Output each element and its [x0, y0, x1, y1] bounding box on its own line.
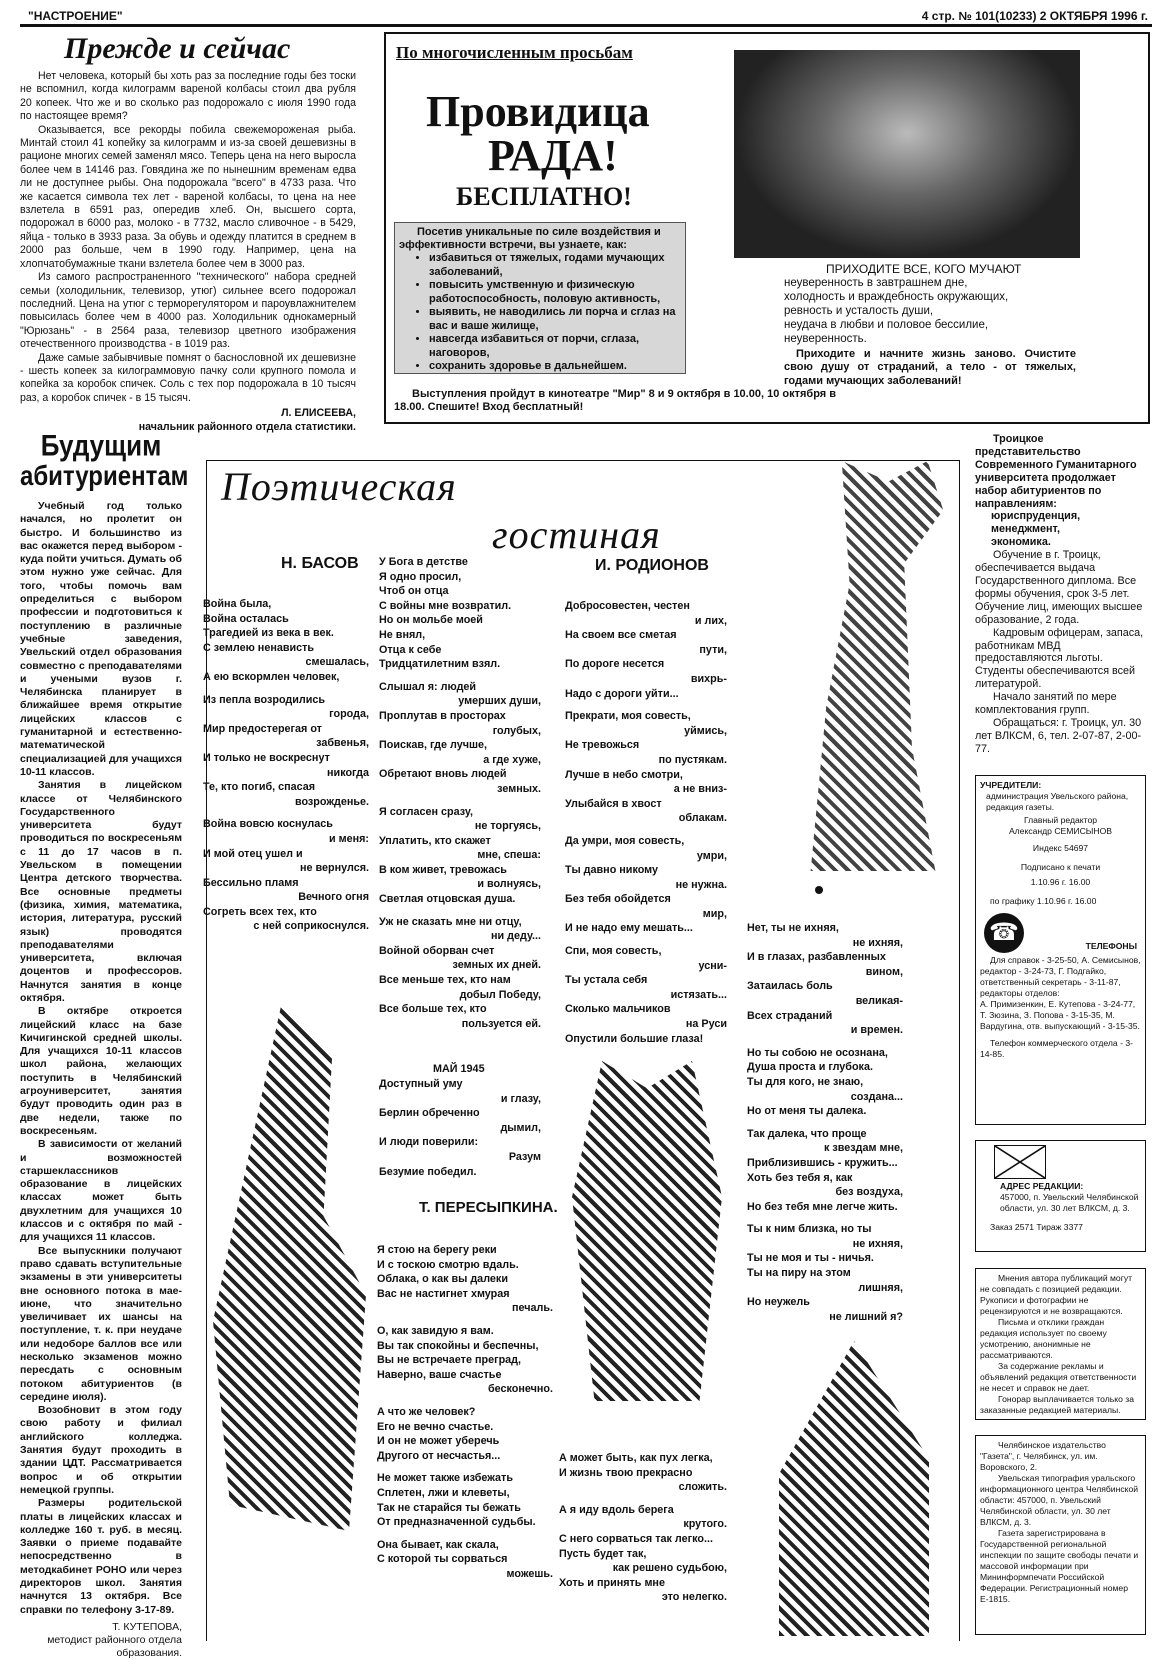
university-notice	[975, 433, 1150, 756]
poem-line	[565, 826, 727, 834]
article-applicants	[20, 427, 189, 1659]
address-label: АДРЕС РЕДАКЦИИ:	[1000, 1181, 1084, 1191]
poem-line: и волнуясь,	[477, 878, 541, 891]
printing: Увельская типография уральского информационного центра Челябинской области: 457000, п. Увельский Челябинской области, ул. 30 лет ВЛКСМ, д. 3.	[980, 1473, 1139, 1527]
poem-line: С войны мне возвратил.	[379, 599, 512, 612]
poem-line: Другого от несчастья...	[377, 1449, 501, 1462]
poem-line: пути,	[699, 643, 727, 656]
poem-line: Без тебя обойдется	[565, 893, 671, 906]
poem-line: добыл Победу,	[459, 988, 541, 1001]
poem-line: Затаилась боль	[747, 980, 833, 993]
poem-line	[377, 1316, 553, 1324]
poem-line: на Руси	[685, 1018, 727, 1031]
poem-line: Я стою на берегу реки	[377, 1244, 497, 1256]
ad-come-list: неуверенность в завтрашнем дне, холодность и враждебность окружающих, ревность и усталость души, неудача в любви и половое бессилие, неуверенность.	[784, 277, 1009, 345]
poem-line: Нет, ты не ихняя,	[747, 922, 839, 934]
article-paragraph: Учебный год только начался, но пролетит он быстро. И большинство из вас окажется перед выбором - куда пойти учиться. Думать об этом нужно уже сейчас. Для того, чтобы помочь вам определиться с выбором профессии и подготовиться к поступлению в различные учебные заведения, Увельский отдел образования совместно с преподавателями и учеными вузов г. Челябинска планирует в ближайшее время открытие лицейских классов с гуманитарной и естественно-математической специализацией для учащихся 10-11 классов.	[20, 500, 182, 778]
poem-line: Хоть без тебя я, как	[747, 1171, 853, 1184]
article-author-role: методист районного отдела образования.	[47, 1633, 182, 1659]
poem-basov-2	[379, 555, 541, 1031]
ad-benefits-box	[394, 222, 686, 374]
article-paragraph: Нет человека, который бы хоть раз за последние годы без тоски не вспомнил, когда килограмм вареной колбасы стоил два рубля 20 копеек. Что же и во сколько раз подорожало с июля 1990 года по настоящее время?	[20, 70, 356, 123]
poem-line: к звездам мне,	[824, 1142, 903, 1155]
poem-line: Всех страданий	[747, 1009, 833, 1022]
poem-line: не торгуясь,	[474, 820, 541, 833]
article-prices	[20, 30, 356, 435]
publisher: Челябинское издательство "Газета", г. Челябинск, ул. им. Воровского, 2.	[980, 1440, 1106, 1472]
poem-line: Хоть и принять мне	[559, 1576, 665, 1589]
poem-line: Слышал я: людей	[379, 680, 477, 693]
poetry-title-2: гостиная	[492, 512, 661, 557]
poem-line: Светлая отцовская душа.	[379, 893, 516, 906]
poem-line	[379, 907, 541, 915]
poem-line: И жизнь твою прекрасно	[559, 1466, 693, 1479]
poem-line: не ихняя,	[852, 936, 903, 949]
poem-line: Уплатить, кто скажет	[379, 834, 491, 847]
founders-label: УЧРЕДИТЕЛИ:	[980, 780, 1042, 790]
publisher-box	[975, 1435, 1146, 1635]
article-prices-title: Прежде и сейчас	[64, 32, 291, 65]
article-paragraph: Возобновит в этом году свою работу и филиал английского колледжа. Занятия будут проходить в здании ЦДТ. Рассматривается вопрос и об открытии немецкой группы.	[20, 1404, 182, 1496]
poem-line	[379, 797, 541, 805]
poem-line: А что же человек?	[377, 1405, 476, 1418]
article-paragraph: Даже самые забывчивые помнят о баснословной их дешевизне - шесть копеек за килограммовую пачку соли крупного помола и копейка за коробок спичек. Соль с тех пор подорожала в 10 тысяч раз, а коробок спичек - в 15 тысяч.	[20, 351, 356, 404]
university-text: Начало занятий по мере комплектования групп.	[975, 691, 1117, 717]
poem-line: лишняя,	[858, 1281, 903, 1294]
poem-line: крутого.	[683, 1518, 727, 1531]
poem-line: Берлин обреченно	[379, 1107, 480, 1120]
poetry-section	[203, 460, 960, 1641]
poem-line: Облака, о как вы далеки	[377, 1273, 508, 1286]
poem-line: Бессильно пламя	[203, 876, 299, 889]
poem-line: Я одно просил,	[379, 570, 462, 583]
poem-line: Надо с дороги уйти...	[565, 687, 679, 700]
poem-line: А ею вскормлен человек,	[203, 670, 340, 683]
phones-2: А. Примизенкин, Е. Кутепова - 3-24-77, Т. Зюзина, З. Попова - 3-15-35, М. Вардугина, отв. выпускающий - 3-15-35.	[980, 999, 1140, 1031]
poem-line: Ты для кого, не знаю,	[747, 1075, 864, 1088]
poem-line: пользуется ей.	[461, 1017, 541, 1030]
poem-line: города,	[329, 708, 369, 721]
poem-peresypkina-2	[559, 1451, 727, 1605]
article-paragraph: Оказывается, все рекорды побила свежемороженая рыба. Минтай стоил 41 копейку за килограмм и из-за своей дешевизны в рационе многих семей заменял мясо. Теперь цена на него выросла более чем в 14146 раз. Говядина же по нынешним временам едва ли не доступнее рыбы. Она подорожала "всего" в 4733 раза. Что же касается символа тех лет - вареной колбасы, то цена на нее взлетела в 6591 раз, опередив хлеб. Он, высшего сорта, подорожал в 6000 раз, молоко - в 7732, масло сливочное - в 5429, яйца - только в 3933 раза. За обувь и одежду платится в среднем в 2000 раз больше, чем в 1990 году. Например, цена на хлопчатобумажные ткани взлетела более чем в 3000 раз.	[20, 123, 356, 270]
poem-line: Ты устала себя	[565, 974, 648, 987]
poem-line: Война была,	[203, 598, 272, 610]
poem-line: не лишний я?	[829, 1310, 903, 1323]
poem-line: И мой отец ушел и	[203, 847, 303, 860]
address: 457000, п. Увельский Челябинской области, ул. 30 лет ВЛКСМ, д. 3.	[1000, 1192, 1139, 1213]
editor: Главный редактор Александр СЕМИСЫНОВ	[1008, 815, 1113, 836]
address-box	[975, 1140, 1146, 1252]
poem-line: Война осталась	[203, 612, 289, 625]
signed-date: 1.10.96 г. 16.00	[1030, 877, 1091, 887]
poem-line: смешалась,	[305, 656, 369, 669]
page-header	[20, 8, 1152, 27]
envelope-icon	[994, 1145, 1046, 1179]
article-paragraph: В зависимости от желаний и возможностей старшеклассников образование в лицейских классах может быть двухлетним для учащихся 10 классов и с октября по май - для учащихся 11 классов.	[20, 1138, 182, 1244]
article-paragraph: Из самого распространенного "технического" набора средней семьи (холодильник, телевизор, утюг) сильнее всего подорожал последний. Цена на утюг с терморегулятором и пароувлажнителем повысилась более чем в 4000 раз. Холодильник однокамерный "Юрюзань" - в 2564 раза, телевизор цветного изображения отечественного производства - в 1019 раз.	[20, 271, 356, 351]
poem-line: умри,	[696, 849, 727, 862]
poem-line: Приблизившись - кружить...	[747, 1156, 898, 1169]
registration: Газета зарегистрирована в Государственной региональной инспекции по защите свободы печати и массовой информации при Мининформпечати Российской Федерации. Регистрационный номер Е-1815.	[980, 1528, 1139, 1604]
poem-line: В ком живет, тревожась	[379, 863, 507, 876]
poem-peresypkina-1	[377, 1243, 553, 1581]
article-author-role: начальник районного отдела статистики.	[138, 420, 356, 433]
commercial-phone: Телефон коммерческого отдела - 3-14-85.	[980, 1038, 1133, 1059]
article-applicants-title-1: Будущим	[40, 427, 162, 463]
university-text: Обращаться: г. Троицк, ул. 30 лет ВЛКСМ, 6, тел. 2-07-87, 2-00-77.	[975, 716, 1142, 755]
poem-line: Согреть всех тех, кто	[203, 905, 317, 918]
poem-line: На своем все сметая	[565, 629, 677, 642]
poem-line: По дороге несется	[565, 658, 665, 671]
illustration-ship	[779, 1341, 929, 1636]
imprint-box	[975, 775, 1146, 1125]
poem-line: Его не вечно счастье.	[377, 1420, 494, 1433]
poem-line: И в глазах, разбавленных	[747, 951, 886, 964]
note: Мнения автора публикаций могут не совпадать с позицией редакции. Рукописи и фотографии не рецензируются и не возвращаются.	[980, 1273, 1133, 1316]
poem-line: Так не старайся ты бежать	[377, 1501, 521, 1514]
poem-line: Тридцатилетним взял.	[379, 658, 501, 671]
ad-bullet: • выявить, не наводились ли порча и сглаз на вас и ваше жилище,	[429, 306, 681, 333]
poem-line: Улыбайся в хвост	[565, 797, 662, 810]
poem-line	[747, 1038, 903, 1046]
poem-line: И люди поверили:	[379, 1136, 479, 1149]
poem-line: возрожденье.	[294, 795, 369, 808]
poem-line: вином,	[865, 965, 903, 978]
phone-icon: ☎	[984, 913, 1024, 953]
note: За содержание рекламы и объявлений редакция ответственности не несет и справок не дает.	[980, 1361, 1137, 1393]
poem-line: Ты к ним близка, но ты	[747, 1223, 872, 1236]
university-directions: юриспруденция, менеджмент, экономика.	[991, 510, 1081, 549]
poem-line: Я согласен сразу,	[379, 805, 474, 818]
poem-line	[747, 1214, 903, 1222]
poem-line: и лих,	[694, 614, 727, 627]
dot-icon	[815, 886, 823, 894]
poem-line: и глазу,	[500, 1092, 541, 1105]
poem-line: С которой ты сорваться	[377, 1553, 508, 1566]
poem-line: И только не воскреснут	[203, 751, 330, 764]
university-text: Троицкое представительство Современного Гуманитарного университета продолжает набор абитуриентов по направлениям:	[975, 433, 1137, 510]
illustration-sunset	[572, 1061, 722, 1401]
poem-line: не вернулся.	[299, 862, 369, 875]
poem-line: От предназначенной судьбы.	[377, 1516, 536, 1529]
poem-line: сложить.	[678, 1481, 727, 1494]
poem-line	[747, 1119, 903, 1127]
poem-line: это нелегко.	[661, 1591, 727, 1604]
ad-bullet: • сохранить здоровье в дальнейшем.	[429, 360, 681, 374]
poem-line	[377, 1530, 553, 1538]
poem-line: Не внял,	[379, 628, 426, 641]
ad-bullet: • избавиться от тяжелых, годами мучающих заболеваний,	[429, 252, 681, 279]
poem-line: Ты на пиру на этом	[747, 1267, 851, 1280]
poem-line: Уж не сказать мне ни отцу,	[379, 915, 522, 928]
poem-line: Сколько мальчиков	[565, 1003, 671, 1016]
university-text: Обучение в г. Троицк, обеспечивается выдача Государственного диплома. Все формы обучения, срок 3-5 лет. Обучение лиц, имеющих высшее образование, 2 года.	[975, 549, 1143, 626]
poem-line	[565, 936, 727, 944]
index: Индекс 54697	[1032, 843, 1089, 853]
issue-info: 4 стр. № 101(10233) 2 ОКТЯБРЯ 1996 г.	[916, 9, 1148, 23]
poet-name-rodionov: И. РОДИОНОВ	[595, 557, 709, 574]
poem-line: можешь.	[506, 1567, 553, 1580]
ad-kicker: По многочисленным просьбам	[396, 43, 633, 62]
poem-line: земных.	[497, 782, 541, 795]
poem-line: Чтоб он отца	[379, 585, 449, 598]
poem-line: Не тревожься	[565, 739, 640, 752]
ad-bullet: • повысить умственную и физическую работоспособность, половую активность,	[429, 279, 681, 306]
poem-line: Все меньше тех, кто нам	[379, 974, 511, 987]
poem-line: без воздуха,	[835, 1186, 903, 1199]
poem-line: Доступный уму	[379, 1078, 463, 1090]
poem-line: великая-	[855, 994, 903, 1007]
poem-line: И не надо ему мешать...	[565, 922, 693, 935]
poem-line: не ихняя,	[852, 1237, 903, 1250]
poem-line	[377, 1463, 553, 1471]
poem-line: Ты давно никому	[565, 864, 659, 877]
ad-photo	[734, 50, 1080, 258]
poem-may	[379, 1077, 541, 1179]
poem-title-may: МАЙ 1945	[433, 1063, 485, 1075]
poem-line: забвенья,	[316, 737, 369, 750]
article-paragraph: Размеры родительской платы в лицейских классах и колледже 160 т. руб. в месяц. Заявки о приеме подавайте непосредственно в методкабинет РОНО или через директоров школ. Занятия начнутся 13 октября. Все справки по телефону 3-17-89.	[20, 1497, 182, 1616]
poem-line: Война вовсю коснулась	[203, 818, 333, 831]
poem-line: Так далека, что проще	[747, 1127, 867, 1140]
illustration-feather	[795, 461, 951, 871]
poetry-title-1: Поэтическая	[221, 464, 457, 509]
poem-line: Вас не настигнет хмурая	[377, 1287, 510, 1300]
poem-line: создана...	[850, 1090, 903, 1103]
poem-line: Она бывает, как скала,	[377, 1538, 499, 1551]
article-paragraph: В октябре откроется лицейский класс на базе Кичигинской средней школы. Для учащихся 10-11 классов школ района, желающих поступить в Челябинский агроуниверситет, занятия будут проводить один раз в две недели, также по воскресеньям.	[20, 1005, 182, 1137]
poem-line: Поискав, где лучше,	[379, 739, 487, 752]
poem-line: земных их дней.	[452, 959, 541, 972]
signed: Подписано к печати	[1020, 862, 1101, 872]
ad-bullet: • навсегда избавиться от порчи, сглаза, наговоров,	[429, 333, 681, 360]
poem-line: по пустякам.	[658, 753, 727, 766]
poem-line: Отца к себе	[379, 643, 442, 656]
poem-line	[203, 685, 369, 693]
poem-line: вихрь-	[690, 672, 727, 685]
poem-line: как решено судьбою,	[612, 1562, 727, 1575]
article-applicants-title-2: абитуриентам	[20, 460, 189, 492]
poem-line: бесконечно.	[487, 1383, 553, 1396]
section-name: "НАСТРОЕНИЕ"	[28, 9, 123, 23]
poem-line: Трагедией из века в век.	[203, 627, 334, 640]
poem-line: Да умри, моя совесть,	[565, 834, 685, 847]
poem-line: А я иду вдоль берега	[559, 1503, 674, 1516]
poem-line: Сплетен, лжи и клеветы,	[377, 1486, 510, 1499]
poem-line: мир,	[702, 907, 727, 920]
founders: администрация Увельского района, редакция газеты.	[986, 791, 1129, 812]
poem-line: ни деду...	[490, 930, 541, 943]
poem-line: А может быть, как пух легка,	[559, 1452, 713, 1464]
poem-line: и меня:	[328, 832, 369, 845]
poem-line: Безумие победил.	[379, 1165, 477, 1178]
poem-line	[565, 701, 727, 709]
poem-line: Спи, моя совесть,	[565, 945, 662, 958]
ad-intro: Посетив уникальные по силе воздействия и эффективности встречи, вы узнаете, как:	[399, 226, 661, 251]
poem-line: Но без тебя мне легче жить.	[747, 1200, 898, 1213]
poem-line: Пусть будет так,	[559, 1547, 647, 1560]
poem-line: не нужна.	[675, 878, 727, 891]
poem-line: Лучше в небо смотри,	[565, 768, 683, 781]
article-paragraph: Все выпускники получают право сдавать вступительные экзамены в эти университеты вне основного потока в мае-июне, что значительно увеличивает их шансы на поступление, т. к. при неудаче или недоборе баллов все или несколько экзаменов можно пересдать с основным потоком абитуриентов (в середине июля).	[20, 1244, 182, 1403]
poem-line: Опустили большие глаза!	[565, 1032, 704, 1045]
poem-line: и времен.	[850, 1024, 903, 1037]
poem-line: И он не может уберечь	[377, 1435, 500, 1448]
poem-line: Вы не встречаете преград,	[377, 1354, 522, 1367]
poem-line: Из пепла возродились	[203, 693, 326, 706]
ad-come-title: ПРИХОДИТЕ ВСЕ, КОГО МУЧАЮТ	[826, 262, 1022, 276]
poem-line: с ней соприкоснулся.	[253, 920, 369, 933]
phones-label: ТЕЛЕФОНЫ	[1085, 941, 1137, 951]
phones: Для справок - 3-25-50, А. Семисынов, редактор - 3-24-73, Г. Подгайко, ответственный секретарь - 3-11-87, редакторы отделов:	[980, 955, 1141, 998]
poem-line: Разум	[508, 1150, 541, 1163]
poem-line: голубых,	[492, 724, 541, 737]
poem-line: мне, спеша:	[477, 849, 541, 862]
ad-schedule: Выступления пройдут в кинотеатре "Мир" 8 и 9 октября в 10.00, 10 октября в 18.00. Спешите! Вход бесплатный!	[394, 388, 837, 414]
poem-line: Проплутав в просторах	[379, 709, 506, 722]
poem-line: печаль.	[511, 1302, 553, 1315]
poem-line	[377, 1397, 553, 1405]
article-author: Т. КУТЕПОВА,	[112, 1620, 182, 1633]
poem-line: Добросовестен, честен	[565, 600, 690, 612]
poem-line: Все больше тех, кто	[379, 1003, 487, 1016]
poem-line: Но ты собою не осознана,	[747, 1046, 888, 1059]
poem-line	[559, 1495, 727, 1503]
poem-line: Те, кто погиб, спасая	[203, 781, 316, 794]
article-paragraph: Занятия в лицейском классе от Челябинского Государственного университета будут проводиться по воскресеньям с 11 до 17 часов в п. Увельском в помещении Центра детского творчества. Все основные предметы (физика, химия, математика, история, литература, русский язык) проводятся преподавателями университета, включая доцентов и профессоров. Начнутся занятия в конце октября.	[20, 779, 182, 1004]
order-info: Заказ 2571 Тираж 3377	[990, 1222, 1083, 1232]
poem-line: а где хуже,	[483, 753, 541, 766]
poem-line: а не вниз-	[673, 783, 727, 796]
poem-rodionov-1	[565, 599, 727, 1046]
poem-line: Вечного огня	[298, 891, 369, 904]
poem-line: никогда	[327, 766, 369, 779]
poem-line: И с тоскою смотрю вдаль.	[377, 1258, 519, 1271]
poem-line	[379, 672, 541, 680]
poem-line: Но неужель	[747, 1296, 810, 1309]
illustration-war	[213, 1006, 383, 1531]
university-text: Кадровым офицерам, запаса, работникам МВД предоставляются льготы. Студенты обеспечиваются всей литературой.	[975, 626, 1144, 691]
ad-headline-2: РАДА!	[488, 131, 618, 180]
notes-box	[975, 1268, 1146, 1420]
poem-line: Ты не моя и ты - ничья.	[747, 1252, 874, 1265]
poem-line: усни-	[698, 959, 727, 972]
poem-rodionov-2	[747, 921, 903, 1324]
poem-line: дымил,	[500, 1121, 541, 1134]
poem-line: Войной оборван счет	[379, 944, 495, 957]
poem-line: умерших души,	[458, 695, 541, 708]
poem-line: истязать...	[670, 988, 727, 1001]
note: Письма и отклики граждан редакция использует по своему усмотрению, анонимные не рассматриваются.	[980, 1317, 1107, 1360]
poem-line: уймись,	[684, 724, 727, 737]
ad-seer	[384, 32, 1150, 424]
poem-line: Но он мольбе моей	[379, 614, 483, 627]
poem-line: Наверно, ваше счастье	[377, 1368, 502, 1381]
poem-line: С землею ненависть	[203, 641, 315, 654]
poem-line: С него сорваться так легко...	[559, 1532, 713, 1545]
ad-headline-1: Провидица	[426, 87, 650, 136]
poem-line: О, как завидую я вам.	[377, 1324, 494, 1337]
poem-line: Не может также избежать	[377, 1472, 513, 1485]
ad-come-call: Приходите и начните жизнь заново. Очистите свою душу от страданий, а тело - от тяжелых, годами мучающих заболеваний!	[784, 348, 1076, 387]
poem-line: Вы так спокойны и беспечны,	[377, 1339, 539, 1352]
ad-headline-3: БЕСПЛАТНО!	[456, 182, 632, 211]
poem-line: Душа проста и глубока.	[747, 1061, 873, 1074]
poet-name-peresypkina: Т. ПЕРЕСЫПКИНА.	[419, 1199, 558, 1216]
poem-line: У Бога в детстве	[379, 556, 468, 568]
poem-line: Прекрати, моя совесть,	[565, 710, 691, 723]
poem-line: Но от меня ты далека.	[747, 1105, 867, 1118]
poem-basov-1	[203, 597, 369, 934]
schedule: по графику 1.10.96 г. 16.00	[990, 896, 1097, 906]
poem-line	[203, 809, 369, 817]
poet-name-basov: Н. БАСОВ	[281, 555, 359, 572]
poem-line: Мир предостерегая от	[203, 722, 322, 735]
note: Гонорар выплачивается только за заказанные редакцией материалы.	[980, 1394, 1134, 1415]
article-author: Л. ЕЛИСЕЕВА,	[281, 407, 356, 420]
poem-line: Обретают вновь людей	[379, 768, 507, 781]
poem-line: облакам.	[678, 812, 727, 825]
